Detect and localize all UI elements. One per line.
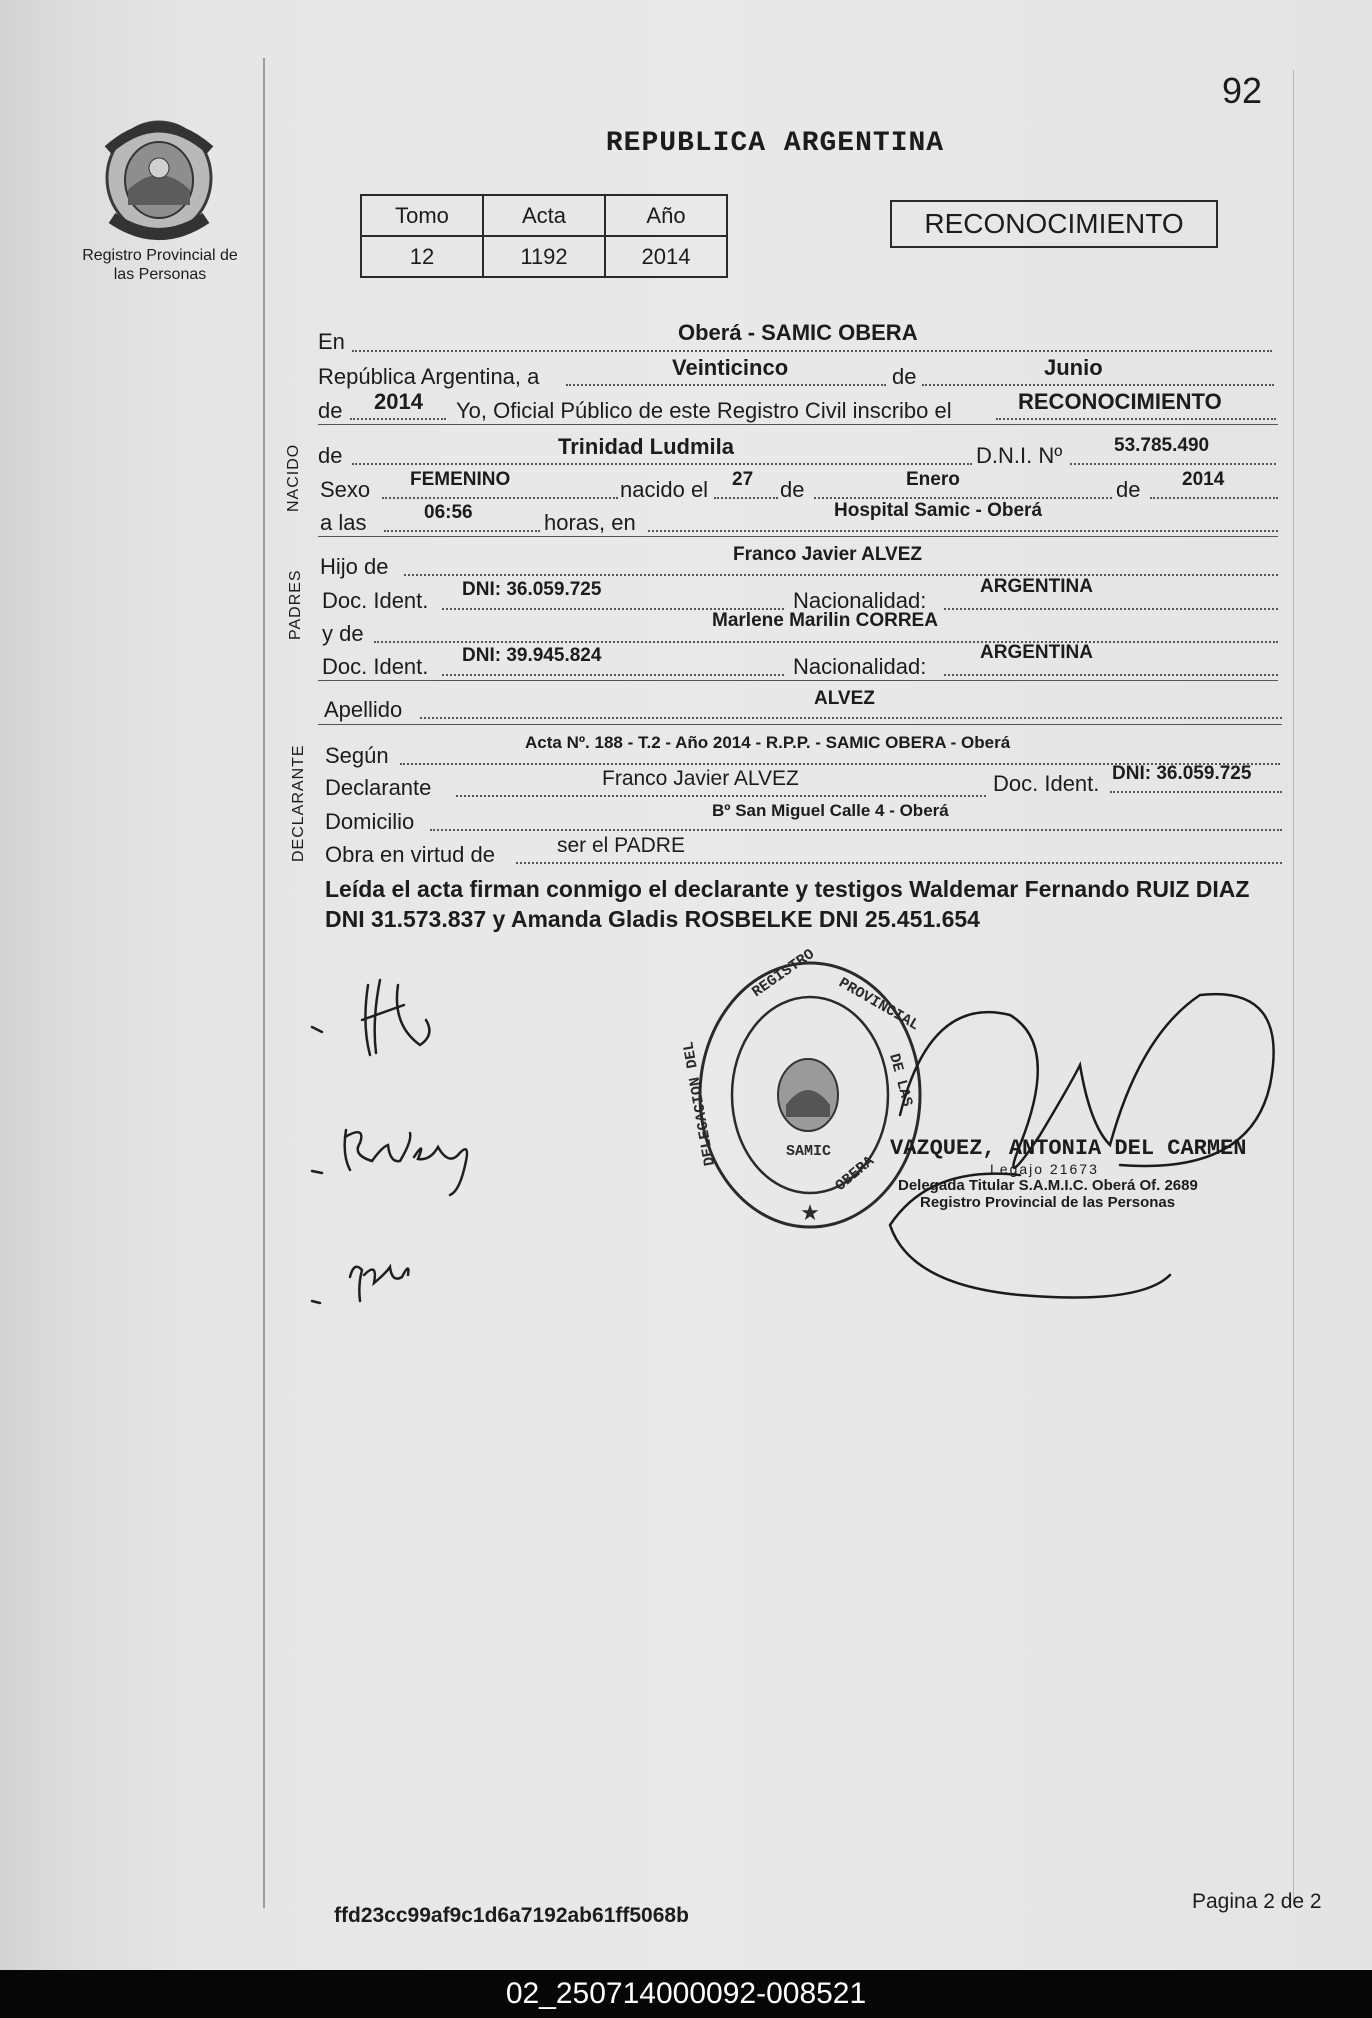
- value-padre-nac: ARGENTINA: [980, 576, 1093, 597]
- value-lugar: Oberá - SAMIC OBERA: [678, 320, 918, 345]
- label-declarante: Declarante: [325, 775, 432, 800]
- value-padre: Franco Javier ALVEZ: [733, 544, 923, 565]
- value-declarante: Franco Javier ALVEZ: [602, 767, 799, 790]
- dotted-line: [382, 497, 618, 499]
- document-hash: ffd23cc99af9c1d6a7192ab61ff5068b: [334, 1904, 689, 1927]
- table-value-acta: 1192: [483, 236, 605, 277]
- value-dia: Veinticinco: [672, 355, 789, 380]
- label-segun: Según: [325, 743, 389, 768]
- label-en: En: [318, 329, 345, 354]
- svg-text:REGISTRO: REGISTRO: [749, 945, 818, 1002]
- value-tipo: RECONOCIMIENTO: [1018, 389, 1222, 414]
- dotted-line: [404, 574, 1278, 576]
- misiones-crest-icon: [98, 110, 220, 250]
- closing-text: Leída el acta firman conmigo el declarante y testigos Waldemar Fernando RUIZ DIAZ DNI 31.573.837 y Amanda Gladis ROSBELKE DNI 25.451.654: [325, 876, 1250, 932]
- value-madre-doc: DNI: 39.945.824: [462, 645, 602, 666]
- value-hora: 06:56: [424, 502, 473, 523]
- dotted-line: [566, 384, 886, 386]
- dotted-line: [944, 608, 1278, 610]
- scan-code-bar: 02_250714000092-008521: [0, 1970, 1372, 2018]
- value-lugar-nac: Hospital Samic - Oberá: [834, 500, 1043, 521]
- value-padre-doc: DNI: 36.059.725: [462, 579, 602, 600]
- table-value-anio: 2014: [605, 236, 727, 277]
- table-value-tomo: 12: [361, 236, 483, 277]
- value-apellido: ALVEZ: [814, 688, 875, 709]
- crest-caption: Registro Provincial de las Personas: [82, 247, 238, 283]
- official-office: Registro Provincial de las Personas: [920, 1194, 1176, 1211]
- label-de1: de: [892, 364, 917, 389]
- dotted-line: [352, 463, 972, 465]
- dotted-line: [384, 530, 540, 532]
- dotted-line: [996, 418, 1276, 420]
- label-alas: a las: [320, 510, 367, 535]
- value-domicilio: Bº San Miguel Calle 4 - Oberá: [712, 801, 949, 820]
- separator: [318, 724, 1282, 725]
- table-header-acta: Acta: [483, 195, 605, 236]
- svg-text:PROVINCIAL: PROVINCIAL: [835, 974, 922, 1035]
- value-declarante-doc: DNI: 36.059.725: [1112, 763, 1252, 784]
- value-nac-dia: 27: [732, 469, 754, 490]
- label-doc1: Doc. Ident.: [322, 588, 429, 613]
- separator: [318, 536, 1278, 537]
- value-segun: Acta Nº. 188 - T.2 - Año 2014 - R.P.P. - SAMIC OBERA - Oberá: [525, 733, 1011, 752]
- value-madre: Marlene Marilin CORREA: [712, 610, 938, 631]
- side-label-nacido: NACIDO: [285, 443, 302, 512]
- svg-text:OBERA: OBERA: [832, 1152, 878, 1195]
- dotted-line: [1110, 791, 1282, 793]
- table-header-tomo: Tomo: [361, 195, 483, 236]
- official-block: [890, 1136, 1246, 1211]
- value-dni: 53.785.490: [1114, 435, 1210, 456]
- dotted-line: [442, 674, 784, 676]
- separator: [318, 680, 1278, 681]
- svg-text:DE LAS: DE LAS: [885, 1051, 916, 1109]
- country-title: REPUBLICA ARGENTINA: [605, 128, 945, 159]
- svg-text:DELEGACION DEL: DELEGACION DEL: [680, 1040, 719, 1168]
- side-label-declarante: DECLARANTE: [290, 744, 307, 862]
- value-nac-mes: Enero: [906, 469, 960, 490]
- label-yde: y de: [322, 621, 364, 646]
- official-legajo: Legajo 21673: [990, 1161, 1099, 1177]
- witness-signatures-icon: [300, 965, 540, 1325]
- label-sexo: Sexo: [320, 477, 371, 502]
- value-anio: 2014: [374, 389, 423, 414]
- label-yo: Yo, Oficial Público de este Registro Civil inscribo el: [456, 398, 952, 423]
- dotted-line: [352, 350, 1272, 352]
- dotted-line: [714, 497, 778, 499]
- label-obra: Obra en virtud de: [325, 842, 495, 867]
- label-horas: horas, en: [544, 510, 636, 535]
- label-de4: de: [780, 477, 805, 502]
- value-sexo: FEMENINO: [410, 469, 511, 490]
- svg-text:★: ★: [800, 1200, 820, 1225]
- dotted-line: [374, 641, 1278, 643]
- svg-text:SAMIC: SAMIC: [786, 1143, 832, 1160]
- dotted-line: [922, 384, 1274, 386]
- official-name: VAZQUEZ, ANTONIA DEL CARMEN: [890, 1136, 1247, 1161]
- value-madre-nac: ARGENTINA: [980, 642, 1093, 663]
- label-de2: de: [318, 398, 343, 423]
- label-dni: D.N.I. Nº: [976, 443, 1063, 468]
- record-type-box: RECONOCIMIENTO: [890, 200, 1218, 248]
- side-label-padres: PADRES: [287, 569, 304, 640]
- dotted-line: [350, 418, 446, 420]
- label-doc3: Doc. Ident.: [993, 771, 1100, 796]
- dotted-line: [430, 829, 1282, 831]
- dotted-line: [648, 530, 1278, 532]
- label-domicilio: Domicilio: [325, 809, 415, 834]
- dotted-line: [1070, 463, 1276, 465]
- dotted-line: [456, 795, 986, 797]
- value-nac-anio: 2014: [1182, 469, 1225, 490]
- table-header-anio: Año: [605, 195, 727, 236]
- dotted-line: [814, 497, 1112, 499]
- separator: [318, 424, 1278, 425]
- label-nacido: nacido el: [620, 477, 709, 502]
- right-margin-rule: [1293, 70, 1294, 1900]
- value-mes: Junio: [1044, 355, 1103, 380]
- dotted-line: [516, 862, 1282, 864]
- dotted-line: [420, 717, 1282, 719]
- value-obra: ser el PADRE: [557, 834, 685, 857]
- label-hijo: Hijo de: [320, 554, 389, 579]
- label-nac2: Nacionalidad:: [793, 654, 927, 679]
- dotted-line: [1150, 497, 1278, 499]
- page-number: 92: [1222, 70, 1263, 111]
- label-republica: República Argentina, a: [318, 364, 540, 389]
- pagination-label: Pagina 2 de 2: [1192, 1890, 1322, 1913]
- label-doc2: Doc. Ident.: [322, 654, 429, 679]
- label-de3: de: [318, 443, 343, 468]
- record-index-table: [360, 194, 728, 278]
- left-margin-rule: [263, 58, 265, 1908]
- official-role: Delegada Titular S.A.M.I.C. Oberá Of. 2689: [898, 1177, 1198, 1194]
- label-nac1: Nacionalidad:: [793, 588, 927, 613]
- label-apellido: Apellido: [324, 697, 403, 722]
- value-nombre: Trinidad Ludmila: [558, 434, 735, 459]
- label-de5: de: [1116, 477, 1141, 502]
- dotted-line: [944, 674, 1278, 676]
